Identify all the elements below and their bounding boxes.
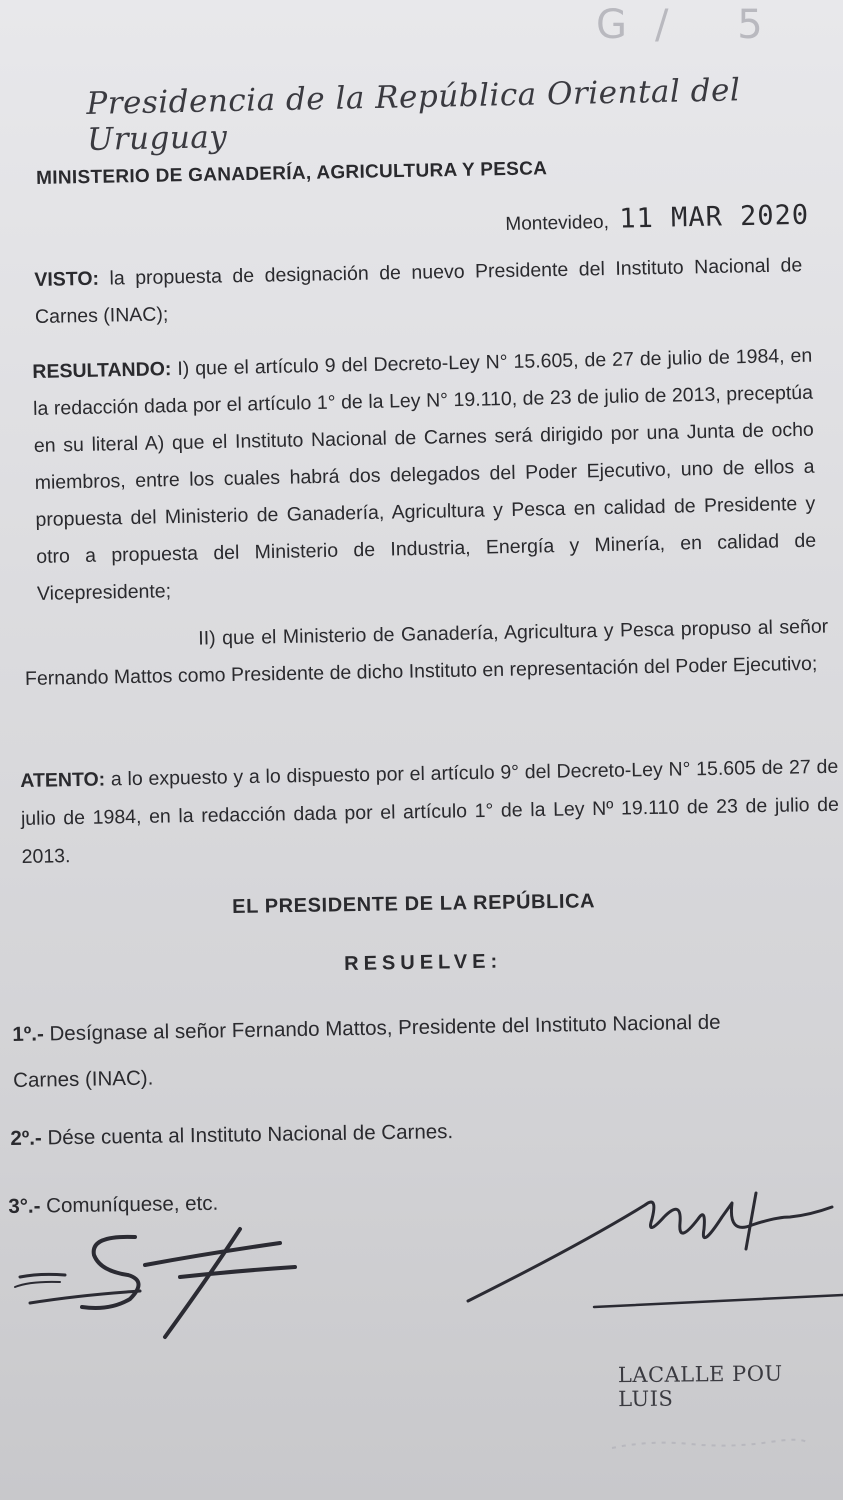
ministry-heading: MINISTERIO DE GANADERÍA, AGRICULTURA Y PESCA — [36, 158, 548, 189]
atento-label: ATENTO: — [20, 768, 106, 792]
item-text: Comuníquese, etc. — [40, 1191, 219, 1218]
resultando-text-1: I) que el artículo 9 del Decreto-Ley N° 15.605, de 27 de julio de 1984, en la redacción dada por el artículo 1° de la Ley N° 19.110, de 23 de julio de 2013, preceptúa en su literal A) que el Instituto Nacional de Carnes será dirigido por una Junta de ocho miembros, entre los cuales habrá dos delegados del Poder Ejecutivo, uno de ellos a propuesta del Ministerio de Ganadería, Agricultura y Pesca en calidad de Presidente y otro a propuesta del Ministerio de Industria, Energía y Minería, en calidad de Vicepresidente; — [32, 344, 817, 605]
item-text: Desígnase al señor Fernando Mattos, Presidente del Instituto Nacional de — [43, 1010, 721, 1046]
item-number: 1º.- — [12, 1022, 45, 1046]
resultando-paragraph-2 — [24, 609, 829, 698]
visto-paragraph — [34, 247, 803, 336]
ministerial-signature — [10, 1215, 310, 1345]
resultando-text-2: II) que el Ministerio de Ganadería, Agricultura y Pesca propuso al señor Fernando Mattos como Presidente de dicho Instituto en representación del Poder Ejecutivo; — [24, 615, 829, 690]
date-place: Montevideo, — [505, 211, 610, 235]
date-line — [505, 200, 809, 237]
president-heading: EL PRESIDENTE DE LA REPÚBLICA — [232, 890, 596, 918]
date-stamp: 11 MAR 2020 — [618, 199, 810, 235]
item-number: 2º.- — [10, 1126, 42, 1150]
presidential-signature — [460, 1165, 843, 1315]
resuelve-heading: RESUELVE: — [344, 950, 503, 975]
atento-paragraph — [20, 748, 840, 876]
resultando-paragraph-1 — [32, 338, 817, 613]
visto-text: la propuesta de designación de nuevo Presidente del Instituto Nacional de Carnes (INAC); — [34, 254, 803, 328]
item-text-continued: Carnes (INAC). — [12, 1066, 154, 1092]
item-text: Dése cuenta al Instituto Nacional de Carnes. — [41, 1120, 454, 1150]
item-number: 3°.- — [8, 1194, 41, 1218]
visto-label: VISTO: — [34, 267, 100, 291]
pencil-folio-mark: G/ 5 — [596, 2, 791, 48]
resultando-label: RESULTANDO: — [32, 358, 172, 383]
letterhead: Presidencia de la República Oriental del Uruguay — [86, 72, 741, 158]
signer-name: LACALLE POU LUIS — [617, 1361, 783, 1412]
faded-stamp-mark — [610, 1432, 810, 1458]
resolution-item-2 — [10, 1109, 453, 1162]
atento-text: a lo expuesto y a lo dispuesto por el artículo 9° del Decreto-Ley N° 15.605 de 27 de julio de 1984, en la redacción dada por el artículo 1° de la Ley Nº 19.110 de 23 de julio de 2013. — [20, 755, 840, 868]
resolution-item-1 — [12, 1000, 722, 1104]
